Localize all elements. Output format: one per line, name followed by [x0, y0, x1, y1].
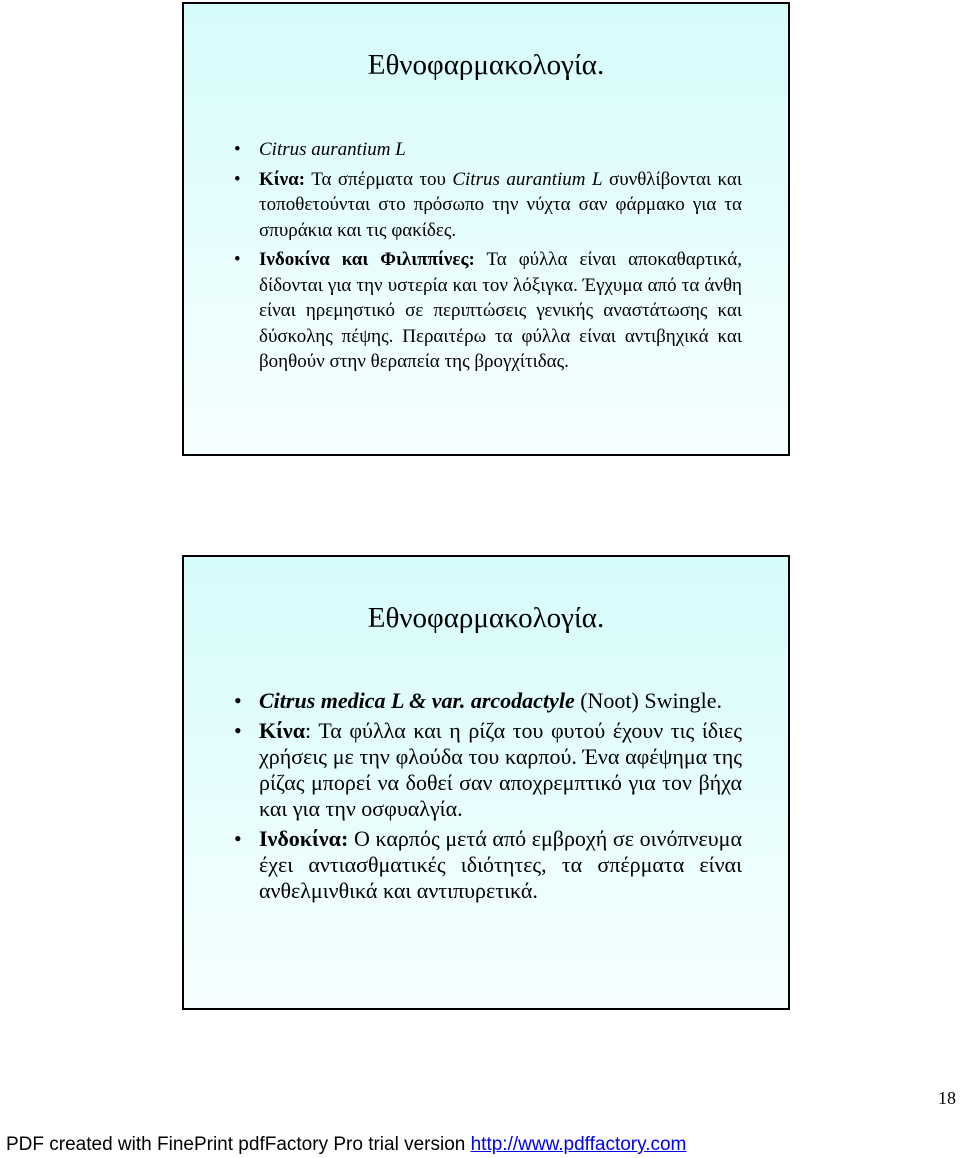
slide-1 — [182, 2, 790, 456]
bullet-item — [234, 688, 742, 714]
species-name: Citrus medica L & var. arcodactyle — [259, 688, 575, 713]
bullet-text: Ο καρπός μετά από εμβροχή σε οινόπνευμα έχει αντιασθματικές ιδιότητες, τα σπέρματα είναι ανθελμινθικά και αντιπυρετικά. — [259, 826, 742, 903]
region-label: Κίνα: — [259, 168, 306, 190]
slide-title: Εθνοφαρμακολογία. — [367, 49, 605, 81]
species-name: Citrus aurantium L — [259, 139, 406, 160]
bullet-item — [234, 247, 742, 375]
region-label: Ινδοκίνα: — [259, 826, 349, 851]
pdf-footer — [6, 1134, 686, 1156]
bullet-item — [234, 718, 742, 822]
footer-link[interactable]: http://www.pdffactory.com — [470, 1134, 687, 1155]
footer-text: PDF created with FinePrint pdfFactory Pro trial version — [6, 1134, 471, 1155]
bullet-item — [234, 167, 742, 244]
region-label: Ινδοκίνα και Φιλιππίνες: — [259, 249, 475, 270]
bullet-text: (Noot) Swingle. — [574, 688, 722, 713]
region-label: Κίνα — [259, 718, 306, 743]
slide-2 — [182, 555, 790, 1010]
species-name: Citrus aurantium L — [452, 168, 603, 190]
bullet-text: συνθλίβονται και τοποθετούνται στο πρόσωπο την νύχτα σαν φάρμακο για τα σπυράκια και τις φακίδες. — [259, 168, 743, 241]
page-number: 18 — [938, 1088, 956, 1108]
bullet-item — [234, 137, 742, 163]
bullet-list — [234, 688, 742, 908]
bullet-list — [234, 137, 742, 375]
bullet-text: Τα φύλλα είναι αποκαθαρτικά, δίδονται για την υστερία και τον λόξιγκα. Έγχυμα από τα άνθη είναι ηρεμηστικό σε περιπτώσεις γενικής αναστάτωσης και δύσκολης πέψης. Περαιτέρω τα φύλλα είναι αντιβηχικά και βοηθούν στην θεραπεία της βρογχίτιδας. — [259, 249, 742, 372]
slide-title: Εθνοφαρμακολογία. — [367, 602, 605, 634]
bullet-item — [234, 826, 742, 904]
bullet-text: Τα σπέρματα του — [305, 168, 453, 190]
bullet-text: : Τα φύλλα και η ρίζα του φυτού έχουν τις ίδιες χρήσεις με την φλούδα του καρπού. Ένα αφέψημα της ρίζας μπορεί να δοθεί σαν αποχρεμπτικό για τον βήχα και για την οσφυαλγία. — [259, 718, 742, 821]
